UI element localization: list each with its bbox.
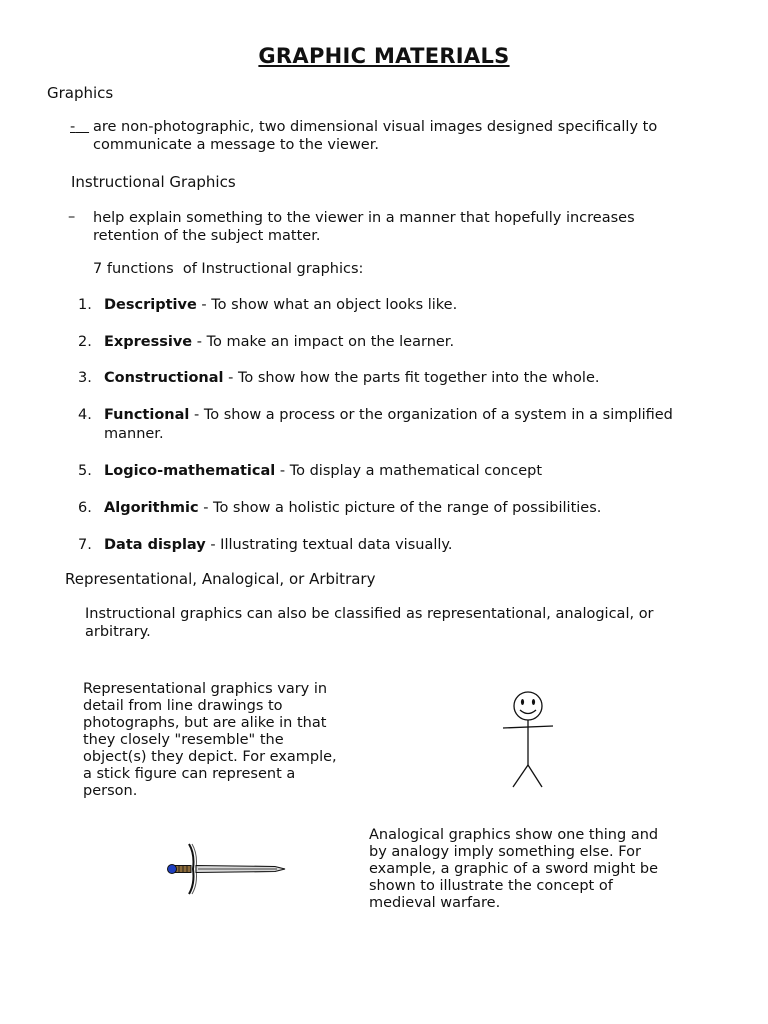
graphics-definition-line1: are non-photographic, two dimensional visual images designed specifically to — [93, 119, 658, 135]
list-item: 7. Data display - Illustrating textual data visually. — [78, 537, 453, 553]
instructional-dash: – — [68, 209, 76, 225]
list-item: 4. Functional - To show a process or the organization of a system in a simplified manner. — [78, 407, 673, 442]
representational-paragraph: Representational graphics vary in detail from line drawings to photographs, but are alike in that they closely "resemble" the object(s) they depict. For example, a stick figure can represent a person. — [83, 681, 337, 799]
instructional-definition-line2: retention of the subject matter. — [93, 228, 321, 244]
classification-intro-line1: Instructional graphics can also be classified as representational, analogical, or — [85, 606, 654, 622]
graphics-definition-line2: communicate a message to the viewer. — [93, 137, 379, 153]
list-item: 6. Algorithmic - To show a holistic picture of the range of possibilities. — [78, 500, 602, 516]
analogical-paragraph: Analogical graphics show one thing and by analogy imply something else. For example, a graphic of a sword might be shown to illustrate the concept of medieval warfare. — [369, 827, 659, 911]
instructional-definition-line1: help explain something to the viewer in a manner that hopefully increases — [93, 210, 635, 226]
page-title: GRAPHIC MATERIALS — [258, 44, 510, 68]
graphics-dash: - — [70, 119, 76, 135]
functions-intro: 7 functions of Instructional graphics: — [93, 261, 364, 277]
sword-icon — [165, 840, 289, 898]
list-item: 3. Constructional - To show how the parts fit together into the whole. — [78, 370, 600, 386]
list-item: 1. Descriptive - To show what an object looks like. — [78, 297, 458, 313]
list-item: 5. Logico-mathematical - To display a mathematical concept — [78, 463, 543, 479]
instructional-heading: Instructional Graphics — [71, 173, 236, 191]
list-item: 2. Expressive - To make an impact on the learner. — [78, 334, 455, 350]
stick-figure-icon — [496, 690, 560, 790]
graphics-heading: Graphics — [47, 84, 114, 102]
classification-heading: Representational, Analogical, or Arbitrary — [65, 570, 376, 588]
classification-intro-line2: arbitrary. — [85, 624, 151, 640]
